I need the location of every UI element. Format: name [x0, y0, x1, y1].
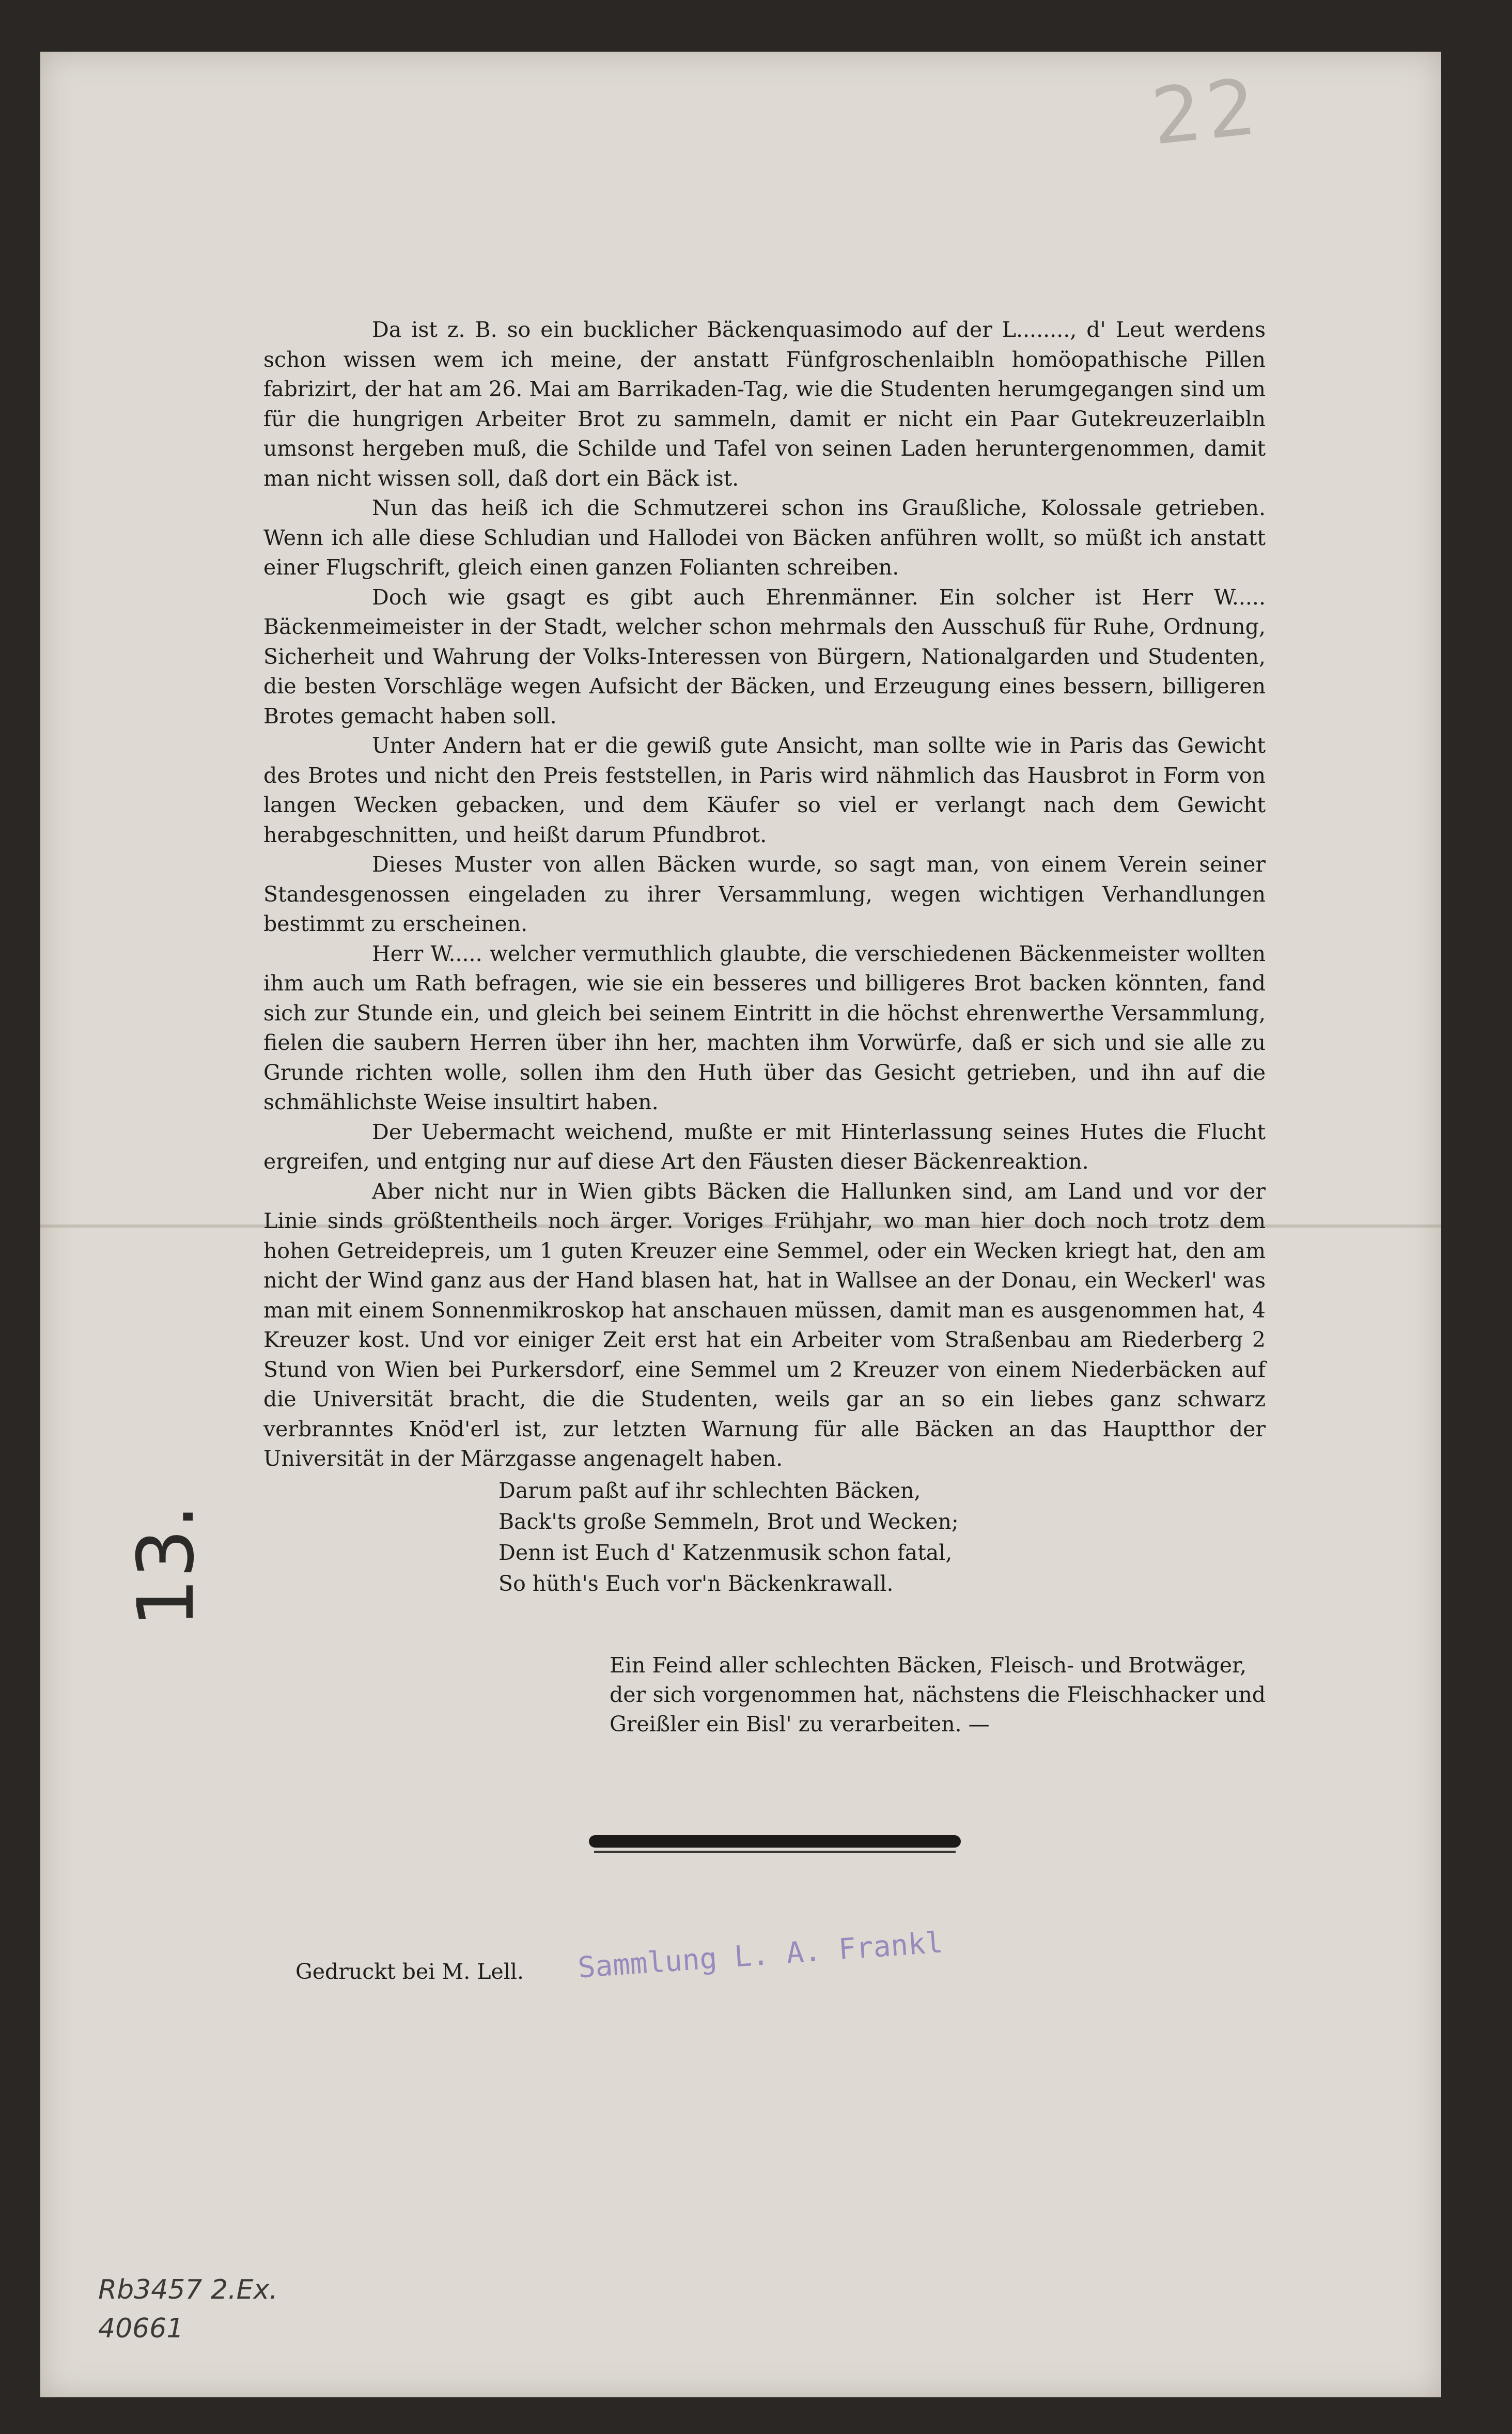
paragraph: Aber nicht nur in Wien gibts Bäcken die Hallunken sind, am Land und vor der Linie sinds größtentheils noch ärger. Voriges Frühjahr, wo man hier doch noch trotz dem hohen Getreidepreis, um 1 guten Kreuzer eine Semmel, oder ein Wecken kriegt hat, den am nicht der Wind ganz aus der Hand blasen hat, hat in Wallsee an der Donau, ein Weckerl' was man mit einem Sonnenmikroskop hat anschauen müssen, damit man es ausgenommen hat, 4 Kreuzer kost. Und vor einiger Zeit erst hat ein Arbeiter vom Straßenbau am Riederberg 2 Stund von Wien bei Purkersdorf, eine Semmel um 2 Kreuzer von einem Niederbäcken auf die Universität bracht, die die Studenten, weils gar an so ein liebes ganz schwarz verbranntes Knöd'erl ist, zur letzten Warnung für alle Bäcken an das Hauptthor der Universität in der Märzgasse angenagelt haben.	[263, 1179, 1266, 1471]
signature-line: Ein Feind aller schlechten Bäcken, Fleisch- und Brotwäger,	[610, 1653, 1247, 1678]
body-text	[263, 315, 1266, 1474]
paragraph: Unter Andern hat er die gewiß gute Ansicht, man sollte wie in Paris das Gewicht des Brotes und nicht den Preis feststellen, in Paris wird nähmlich das Hausbrot in Form von langen Wecken gebacken, und dem Käufer so viel er verlangt nach dem Gewicht herabgeschnitten, und heißt darum Pfundbrot.	[263, 733, 1266, 847]
signature-block	[610, 1651, 1266, 1739]
pencil-page-number: 22	[1147, 61, 1266, 163]
printer-imprint: Gedruckt bei M. Lell.	[295, 1959, 524, 1984]
paragraph: Herr W..... welcher vermuthlich glaubte, die verschiedenen Bäckenmeister wollten ihm auch um Rath befragen, wie sie ein besseres und billigeres Brot backen könnten, fand sich zur Stunde ein, und gleich bei seinem Eintritt in die höchst ehrenwerthe Versammlung, fielen die saubern Herren über ihn her, machten ihm Vorwürfe, daß er sich und sie alle zu Grunde richten wolle, sollen ihm den Huth über das Gesicht getrieben, und ihn auf die schmählichste Weise insultirt haben.	[263, 941, 1266, 1114]
paragraph: Dieses Muster von allen Bäcken wurde, so sagt man, von einem Verein seiner Standesgenossen eingeladen zu ihrer Versammlung, wegen wichtigen Verhandlungen bestimmt zu erscheinen.	[263, 852, 1266, 936]
paragraph: Da ist z. B. so ein bucklicher Bäckenquasimodo auf der L........, d' Leut werdens schon wissen wem ich meine, der anstatt Fünfgroschenlaibln homöopathische Pillen fabrizirt, der hat am 26. Mai am Barrikaden-Tag, wie die Studenten herumgegangen sind um für die hungrigen Arbeiter Brot zu sammeln, damit er nicht ein Paar Gutekreuzerlaibln umsonst hergeben muß, die Schilde und Tafel von seinen Laden heruntergenommen, damit man nicht wissen soll, daß dort ein Bäck ist.	[263, 317, 1266, 491]
verse-line: Back'ts große Semmeln, Brot und Wecken;	[498, 1509, 959, 1534]
paragraph: Der Uebermacht weichend, mußte er mit Hinterlassung seines Hutes die Flucht ergreifen, und entging nur auf diese Art den Fäusten dieser Bäckenreaktion.	[263, 1119, 1266, 1174]
paragraph: Doch wie gsagt es gibt auch Ehrenmänner. Ein solcher ist Herr W..... Bäckenmeimeister in der Stadt, welcher schon mehrmals den Ausschuß für Ruhe, Ordnung, Sicherheit und Wahrung der Volks-Interessen von Bürgern, Nationalgarden und Studenten, die besten Vorschläge wegen Aufsicht der Bäcken, und Erzeugung eines bessern, billigeren Brotes gemacht haben soll.	[263, 584, 1266, 728]
decorative-rule	[589, 1835, 961, 1848]
verse-line: Darum paßt auf ihr schlechten Bäcken,	[498, 1478, 921, 1503]
margin-number: 13.	[121, 1504, 211, 1627]
collection-stamp: Sammlung L. A. Frankl	[576, 1926, 944, 1985]
shelfmark-line: Rb3457 2.Ex.	[98, 2274, 278, 2305]
paragraph: Nun das heiß ich die Schmutzerei schon ins Graußliche, Kolossale getrieben. Wenn ich alle diese Schludian und Hallodei von Bäcken anführen wollt, so müßt ich anstatt einer Flugschrift, gleich einen ganzen Folianten schreiben.	[263, 495, 1266, 580]
verse-line: So hüth's Euch vor'n Bäckenkrawall.	[498, 1571, 894, 1596]
signature-line: der sich vorgenommen hat, nächstens die Fleischhacker und Greißler ein Bisl' zu verarbeiten. —	[610, 1682, 1266, 1737]
shelfmark	[98, 2271, 278, 2348]
verse-line: Denn ist Euch d' Katzenmusik schon fatal,	[498, 1540, 953, 1565]
verse	[498, 1475, 1118, 1599]
shelfmark-line: 40661	[98, 2313, 184, 2344]
